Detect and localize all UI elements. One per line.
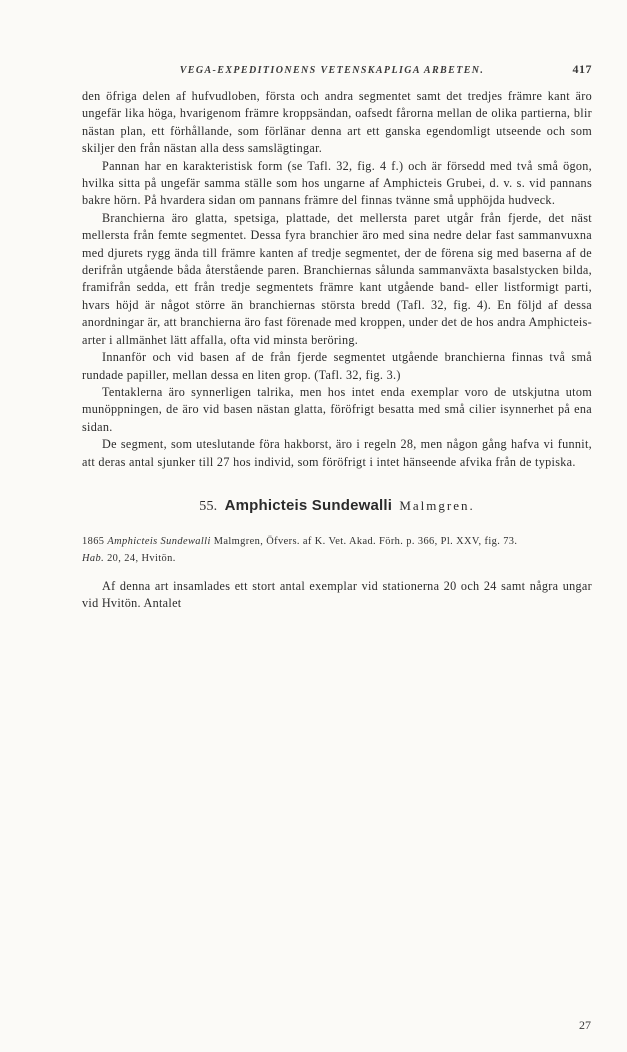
paragraph-3: Branchierna äro glatta, spetsiga, plattade, det mellersta paret utgår från fjerde, det näst mellersta från femte segmentet. Dessa fyra branchier äro med sina nedre delar fast sammanvuxna med djurets rygg ända till främre kanten af tredje segmentet, der de förena sig med baserna af de derifrån utgående båda återstående paren. Branchiernas sålunda sammanväxta basalstycken bilda, framifrån sedda, ett från tredje segmentets främre kant utgående band- eller listformigt parti, hvars höjd är något större än branchiernas största bredd (Tafl. 32, fig. 4). En följd af dessa anordningar är, att branchierna äro fast förenade med kroppen, under det de hos andra Amphicteis-arter i allmänhet lätt affalla, ofta vid minsta beröring. (82, 210, 592, 347)
citation-reference: Malmgren, Öfvers. af K. Vet. Akad. Förh. p. 366, Pl. XXV, fig. 73. (210, 535, 518, 547)
citation-taxon: Amphicteis Sundewalli (107, 535, 211, 547)
paragraph-5: Tentaklerna äro synnerligen talrika, men hos intet enda exemplar voro de utskjutna utom munöppningen, de äro vid basen nästan glatta, föröfrigt besatta med små cilier isynnerhet på ena sidan. (82, 384, 592, 434)
species-authority: Malmgren. (399, 497, 475, 513)
species-citation (82, 533, 592, 567)
species-heading (82, 495, 592, 518)
citation-year: 1865 (82, 535, 105, 547)
paragraph-2-text: Pannan har en karakteristisk form (se Tafl. 32, fig. 4 f.) och är försedd med två små ögon, hvilka sitta på ungefär samma ställe som hos ungarne af Amphicteis Grubei, d. v. s. vid pannans bakre hörn. På hvardera sidan om pannans främre del finnas tvänne små upphöjda hudveck. (82, 158, 592, 208)
citation-line-2 (82, 550, 592, 567)
paragraph-4: Innanför och vid basen af de från fjerde segmentet utgående branchierna finnas två små rundade papiller, mellan dessa en liten grop. (Tafl. 32, fig. 3.) (82, 350, 592, 382)
paragraph-2 (82, 158, 592, 210)
article-body (82, 88, 592, 613)
running-title: VEGA-EXPEDITIONENS VETENSKAPLIGA ARBETEN. (179, 65, 485, 76)
paragraph-6: De segment, som uteslutande föra hakborst, äro i regeln 28, men någon gång hafva vi funnit, att deras antal sjunker till 27 hos individ, som föröfrigt i intet hänseende afvika från de typiska. (82, 437, 592, 469)
species-number: 55. (199, 498, 218, 514)
habitat-label: Hab. (82, 552, 105, 564)
paragraph-7: Af denna art insamlades ett stort antal exemplar vid stationerna 20 och 24 samt några ungar vid Hvitön. Antalet (82, 578, 592, 611)
citation-line-1 (82, 533, 592, 550)
sheet-number: 27 (579, 1018, 591, 1032)
paragraph-1: den öfriga delen af hufvudloben, första och andra segmentet samt det tredjes främre kant äro ungefär lika höga, hvarigenom främre kroppsändan, oafsedt fårorna mellan de olika partierna, blir nästan plan, ett förhållande, som förlänar denna art ett ganska egendomligt utseende och som skiljer den från nästan alla dess samslägtingar. (82, 89, 592, 156)
running-header (82, 62, 592, 82)
page-number: 417 (572, 62, 592, 76)
species-name: Amphicteis Sundewalli (224, 496, 393, 514)
habitat-locations: 20, 24, Hvitön. (104, 552, 176, 564)
